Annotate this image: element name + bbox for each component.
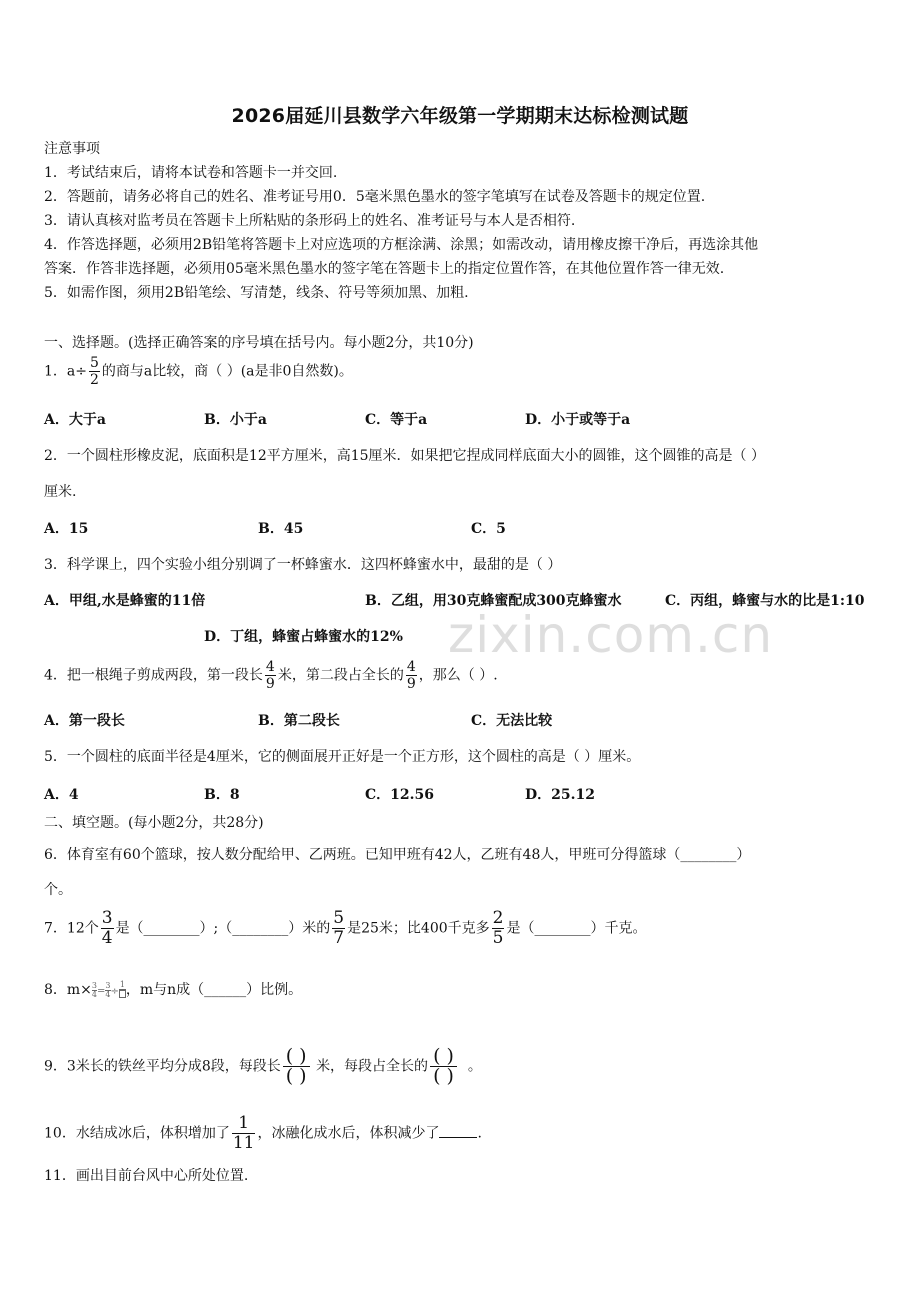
q7-text-1: 7．12个 [44,920,99,937]
q7-text-4: 是（________）千克。 [506,920,647,937]
question-2: 2．一个圆柱形橡皮泥，底面积是12平方厘米，高15厘米．如果把它捏成同样底面大小的圆锥，这个圆锥的高是（ ） [44,448,765,464]
q8-text-1: 8．m× [44,982,92,998]
notice-item-1: 1．考试结束后，请将本试卷和答题卡一并交回. [44,165,338,181]
q8-fraction-c: 1 [119,981,126,1000]
q3-option-a[interactable]: A．甲组,水是蜂蜜的11倍 [44,593,206,609]
q4-fraction-2: $\frac{4}{9}$ [406,659,416,692]
q3-option-b[interactable]: B．乙组，用30克蜂蜜配成300克蜂蜜水 [365,593,622,609]
q4-option-a[interactable]: A．第一段长 [44,713,125,729]
q1-option-b[interactable]: B．小于a [204,412,267,428]
q5-option-a[interactable]: A．4 [44,787,79,803]
q9-paren-fraction-1[interactable]: $\frac{( )}{( )}$ [283,1047,310,1086]
question-8 [44,980,302,1002]
q10-answer-blank[interactable] [439,1137,477,1138]
question-9 [44,1047,482,1086]
q1-option-a[interactable]: A．大于a [44,412,106,428]
question-4 [44,660,498,691]
q1-fraction: $\frac{5}{2}$ [89,355,99,388]
question-6: 6．体育室有60个篮球，按人数分配给甲、乙两班。已知甲班有42人，乙班有48人，甲班可分得篮球（________） [44,847,751,863]
q4-option-c[interactable]: C．无法比较 [471,713,553,729]
notice-item-4: 4．作答选择题，必须用2B铅笔将答题卡上对应选项的方框涂满、涂黑；如需改动，请用橡皮擦干净后，再选涂其他 [44,237,759,253]
q4-fraction-1: $\frac{4}{9}$ [265,659,275,692]
q3-option-d[interactable]: D．丁组，蜂蜜占蜂蜜水的12% [204,629,403,645]
question-1 [44,356,353,387]
question-11: 11．画出目前台风中心所处位置. [44,1168,249,1184]
q8-text-2: ，m与n成（______）比例。 [125,982,303,998]
q10-fraction: $\frac{1}{11}$ [232,1113,255,1153]
q4-text-2: 米，第二段占全长的 [277,667,404,684]
q9-text-2: 米，每段占全长的 [316,1058,429,1075]
question-6-cont: 个。 [44,882,72,898]
question-5: 5．一个圆柱的底面半径是4厘米，它的侧面展开正好是一个正方形，这个圆柱的高是（ ）厘米。 [44,749,641,765]
question-3: 3．科学课上，四个实验小组分别调了一杯蜂蜜水．这四杯蜂蜜水中，最甜的是（ ） [44,557,562,573]
q1-option-c[interactable]: C．等于a [365,412,428,428]
q9-text-3: 。 [467,1058,482,1075]
question-2-cont: 厘米. [44,484,77,500]
q8-fraction-b: $\frac{3}{4}$ [105,980,111,999]
q8-divide: ÷ [110,986,119,997]
q4-option-b[interactable]: B．第二段长 [258,713,340,729]
q7-text-3: 是25米；比400千克多 [347,920,490,937]
q8-box-icon [119,990,126,998]
notice-item-5: 5．如需作图，须用2B铅笔绘、写清楚，线条、符号等须加黑、加粗. [44,285,469,301]
q2-option-a[interactable]: A．15 [44,521,89,537]
q7-text-2: 是（________）;（________）米的 [115,920,331,937]
notice-heading: 注意事项 [44,141,100,157]
q7-fraction-3: $\frac{2}{5}$ [492,908,504,948]
q2-option-c[interactable]: C．5 [471,521,506,537]
q1-suffix: 的商与a比较，商（ ）(a是非0自然数)。 [101,363,353,380]
q7-fraction-1: $\frac{3}{4}$ [101,908,113,948]
q10-text-1: 10．水结成冰后，体积增加了 [44,1125,230,1142]
q1-option-d[interactable]: D．小于或等于a [525,412,631,428]
q2-option-b[interactable]: B．45 [258,521,304,537]
watermark: zixin.com.cn [448,606,774,664]
notice-item-2: 2．答题前，请务必将自己的姓名、准考证号用0．5毫米黑色墨水的签字笔填写在试卷及答题卡的规定位置. [44,189,706,205]
q10-text-2: ，冰融化成水后，体积减少了 [257,1125,440,1142]
q5-option-c[interactable]: C．12.56 [365,787,434,803]
q10-text-3: . [477,1125,482,1142]
page-title: 2026届延川县数学六年级第一学期期末达标检测试题 [231,105,689,127]
q7-fraction-2: $\frac{5}{7}$ [333,908,345,948]
question-7 [44,910,646,947]
q9-text-1: 9．3米长的铁丝平均分成8段，每段长 [44,1058,281,1075]
section-heading-choice: 一、选择题。(选择正确答案的序号填在括号内。每小题2分，共10分) [44,335,474,351]
q4-text-3: ，那么（ ）. [418,667,498,684]
q4-text-1: 4．把一根绳子剪成两段，第一段长 [44,667,263,684]
q8-equals: = [97,986,106,997]
question-10 [44,1115,482,1152]
q5-option-b[interactable]: B．8 [204,787,240,803]
notice-item-3: 3．请认真核对监考员在答题卡上所粘贴的条形码上的姓名、准考证号与本人是否相符. [44,213,576,229]
q8-fraction-a: $\frac{3}{4}$ [91,980,98,999]
q3-option-c[interactable]: C．丙组，蜂蜜与水的比是1:10 [665,593,865,609]
q5-option-d[interactable]: D．25.12 [525,787,595,803]
notice-item-4-cont: 答案．作答非选择题，必须用05毫米黑色墨水的签字笔在答题卡上的指定位置作答，在其他位置作答一律无效. [44,261,725,277]
section-heading-fill: 二、填空题。(每小题2分，共28分) [44,815,264,831]
q9-paren-fraction-2[interactable]: $\frac{( )}{( )}$ [430,1047,457,1086]
q1-prefix: 1．a÷ [44,363,87,380]
